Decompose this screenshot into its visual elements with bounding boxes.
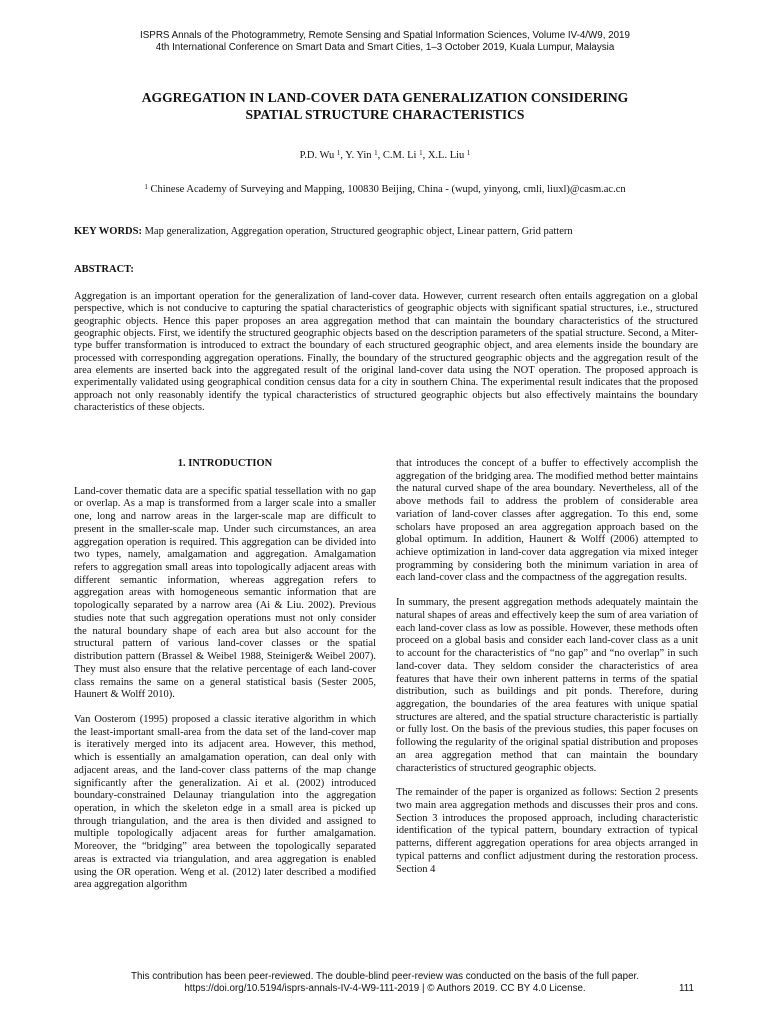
- affiliation-mark: 1: [144, 183, 148, 191]
- paragraph: In summary, the present aggregation methods adequately maintain the natural shapes of areas and effectively keep the sum of area variation of each land-cover class as low as possible. However, these methods often proceed on a global basis and consider each land-cover class as a unit to account for the characteristics of “no gap” and “no overlap” in such land-cover data. They seldom consider the characteristics of area features that have their own inherent patterns in terms of the spatial distribution, such as buildings and pit ponds. Therefore, during aggregation, the boundaries of the area features with unique spatial structures are altered, and the spatial structure characteristic is partially or fully lost. On the basis of the previous studies, this paper focuses on following the regularity of the original spatial distribution and proposes an area aggregation method that can maintain the boundary characteristics of structured geographic objects.: [396, 597, 698, 774]
- journal-header-line1: ISPRS Annals of the Photogrammetry, Remote Sensing and Spatial Information Sciences, Volume IV-4/W9, 2019: [140, 30, 630, 41]
- paragraph: Van Oosterom (1995) proposed a classic iterative algorithm in which the least-important small-area from the data set of the land-cover map is iteratively merged into its adjacent area. However, this method, which is essentially an amalgamation operation, can deal only with adjacent areas, and the land-cover class patterns of the map change significantly after the generalization. Ai et al. (2002) introduced boundary-constrained Delaunay triangulation into the aggregation operation, in which the skeleton edge in a small area is picked up through triangulation, and the area is then divided and assigned to multiple topologically adjacent areas for further amalgamation. Moreover, the “bridging” area between the topologically separated areas is extracted via triangulation, and area aggregation is enabled using the OR operation. Weng et al. (2012) later described a modified area aggregation algorithm: [74, 713, 376, 891]
- keywords: [74, 225, 704, 238]
- paragraph: that introduces the concept of a buffer to effectively accomplish the aggregation of the bridging area. The modified method better maintains the natural curved shape of the area boundary. Nevertheless, all of the above methods fail to address the problem of considerable area variation of land-cover classes after aggregation. To this end, some scholars have proposed an area aggregation approach based on the global optimum. In addition, Haunert & Wolff (2006) attempted to achieve optimization in land-cover data aggregation via mixed integer programming by considering both the minimum variation in area of each land-cover class and the compactness of the aggregation results.: [396, 458, 698, 584]
- affiliation-mark: 1: [419, 149, 423, 157]
- author-name: Y. Yin: [345, 150, 372, 161]
- affiliation-mark: 1: [374, 149, 378, 157]
- abstract-heading: ABSTRACT:: [74, 264, 134, 275]
- footer-review-note: This contribution has been peer-reviewed. The double-blind peer-review was conducted on the basis of the full paper.: [131, 971, 639, 982]
- author-name: P.D. Wu: [299, 150, 335, 161]
- section-heading-introduction: 1. INTRODUCTION: [177, 458, 273, 469]
- author-name: C.M. Li: [382, 150, 417, 161]
- abstract-text: Aggregation is an important operation for the generalization of land-cover data. However, current research often entails aggregation on a global perspective, which is not conducive to capturing the spatial characteristics of geographic objects with significant spatial structures, i.e., structured geographic objects. Hence this paper proposes an area aggregation method that can maintain the boundary characteristics of the structured geographic objects. First, we identify the structured geographic objects based on the description parameters of the spatial structure. Second, a Miter-type buffer transformation is introduced to extract the boundary of each structured geographic object, and area elements inside the boundary are processed with corresponding aggregation operations. Finally, the boundary of the structured geographic objects and the aggregation result of the area elements are inserted back into the aggregated result of the original land-cover data using the NOT operation. The proposed approach is experimentally validated using geographical condition census data for a city in southern China. The experimental result indicates that the proposed approach not only reasonably identify the typical characteristics of structured geographic objects but also effectively maintains the boundary characteristics of these objects.: [74, 291, 698, 414]
- affiliation-text: Chinese Academy of Surveying and Mapping, 100830 Beijing, China - (wupd, yinyong, cmli, liuxl)@casm.ac.cn: [150, 184, 626, 195]
- footer: [0, 971, 770, 995]
- author-list: P.D. Wu $^1$, Y. Yin $^1$, C.M. Li $^1$, X.L. Liu $^1$: [299, 149, 471, 161]
- journal-header-line2: 4th International Conference on Smart Data and Smart Cities, 1–3 October 2019, Kuala Lumpur, Malaysia: [155, 42, 615, 53]
- author-name: X.L. Liu: [427, 150, 465, 161]
- footer-doi-license[interactable]: https://doi.org/10.5194/isprs-annals-IV-4-W9-111-2019 | © Authors 2019. CC BY 4.0 License.: [184, 983, 586, 994]
- keywords-label: KEY WORDS:: [74, 226, 142, 237]
- keywords-text: Map generalization, Aggregation operation, Structured geographic object, Linear pattern, Grid pattern: [144, 226, 573, 237]
- affiliation: [0, 184, 770, 195]
- page-number: 111: [679, 983, 694, 994]
- affiliation-mark: 1: [466, 149, 471, 157]
- affiliation-mark: 1: [336, 149, 341, 157]
- paper-title: [60, 89, 710, 123]
- paragraph: Land-cover thematic data are a specific spatial tessellation with no gap or overlap. As a map is transformed from a larger scale into a smaller one, long and narrow areas in the larger-scale map are difficult to present in the smaller-scale map. Under such circumstances, an area aggregation operation is required. This aggregation can be divided into two types, namely, amalgamation and aggregation. Amalgamation refers to aggregation small areas into topologically adjacent areas with different semantic information, whereas aggregation refers to aggregation areas with homogeneous semantic information that are topologically separated by a narrow area (Ai & Liu. 2002). Previous studies note that such aggregation operations must not only consider the natural boundary shape of each area but also account for the structural pattern of various land-cover classes or the spatial distribution pattern (Brassel & Weibel 1988, Steiniger& Weibel 2007). They must also ensure that the relative percentage of each land-cover class remains the same on a general statistical basis (Sester 2005, Haunert & Wolff 2010).: [74, 485, 376, 701]
- right-column: [396, 458, 698, 876]
- left-column: [74, 458, 376, 892]
- journal-header: [0, 30, 770, 54]
- paper-title-line1: AGGREGATION IN LAND-COVER DATA GENERALIZATION CONSIDERING: [141, 90, 629, 105]
- paper-title-line2: SPATIAL STRUCTURE CHARACTERISTICS: [245, 107, 525, 122]
- paragraph: The remainder of the paper is organized as follows: Section 2 presents two main area aggregation methods and discusses their pros and cons. Section 3 introduces the proposed approach, including characteristic identification of the typical pattern, boundary extraction of typical patterns, different aggregation operations for area objects arranged in typical patterns and conflict adjustment during the restoration process. Section 4: [396, 787, 698, 875]
